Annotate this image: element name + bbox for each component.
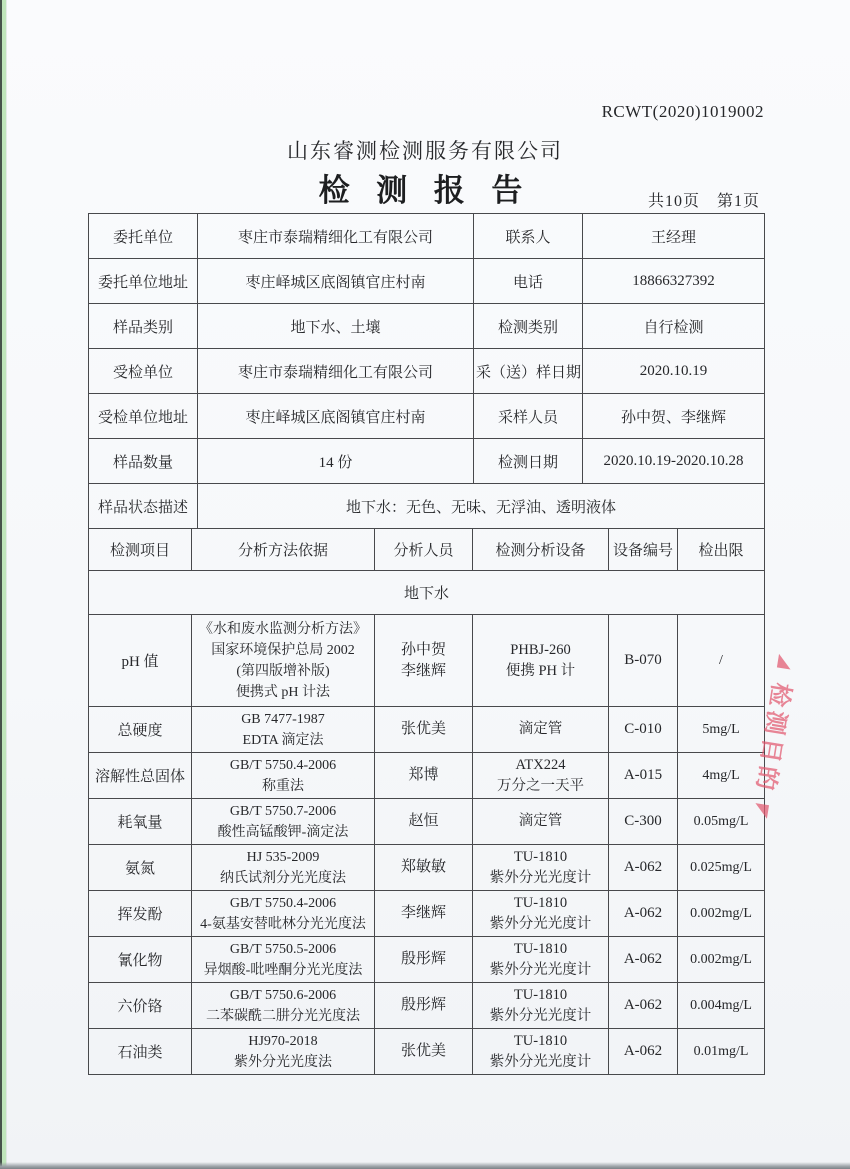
test-item: 六价铬 <box>89 983 192 1029</box>
analyst-name: 赵恒 <box>375 799 473 845</box>
field-value: 孙中贺、李继辉 <box>583 394 765 439</box>
info-row <box>89 349 765 394</box>
test-item: pH 值 <box>89 615 192 707</box>
info-row <box>89 439 765 484</box>
analysis-equipment: TU-1810 紫外分光光度计 <box>473 937 609 983</box>
equipment-number: A-062 <box>609 845 678 891</box>
field-label: 电话 <box>474 259 583 304</box>
info-row <box>89 394 765 439</box>
test-item: 石油类 <box>89 1029 192 1075</box>
analysis-method: GB/T 5750.5-2006 异烟酸-吡唑酮分光光度法 <box>192 937 375 983</box>
analysis-method: GB 7477-1987 EDTA 滴定法 <box>192 707 375 753</box>
field-label: 受检单位 <box>89 349 198 394</box>
stamp-corner-icon: ◤ <box>750 802 774 824</box>
method-row <box>89 891 765 937</box>
method-row <box>89 937 765 983</box>
column-header-analyst: 分析人员 <box>375 529 473 571</box>
column-header-equipment-no: 设备编号 <box>609 529 678 571</box>
test-item: 耗氧量 <box>89 799 192 845</box>
analyst-name: 李继辉 <box>375 891 473 937</box>
detection-limit: / <box>678 615 765 707</box>
equipment-number: B-070 <box>609 615 678 707</box>
stamp-corner-icon: ◢ <box>774 653 798 675</box>
sample-state-row <box>89 484 765 529</box>
section-title: 地下水 <box>89 571 765 615</box>
field-value: 枣庄峄城区底阁镇官庄村南 <box>198 394 474 439</box>
detection-limit: 0.002mg/L <box>678 891 765 937</box>
analysis-method: GB/T 5750.4-2006 称重法 <box>192 753 375 799</box>
analysis-method: GB/T 5750.4-2006 4-氨基安替吡林分光光度法 <box>192 891 375 937</box>
method-row <box>89 615 765 707</box>
sample-state-label: 样品状态描述 <box>89 484 198 529</box>
analyst-name: 殷彤辉 <box>375 937 473 983</box>
detection-limit: 4mg/L <box>678 753 765 799</box>
equipment-number: C-300 <box>609 799 678 845</box>
report-table <box>88 213 764 1075</box>
detection-limit: 0.002mg/L <box>678 937 765 983</box>
method-row <box>89 845 765 891</box>
field-value: 枣庄市泰瑞精细化工有限公司 <box>198 214 474 259</box>
analysis-equipment: ATX224 万分之一天平 <box>473 753 609 799</box>
equipment-number: A-015 <box>609 753 678 799</box>
field-label: 检测类别 <box>474 304 583 349</box>
field-label: 采样人员 <box>474 394 583 439</box>
field-value: 王经理 <box>583 214 765 259</box>
sample-state-value: 地下水：无色、无味、无浮油、透明液体 <box>198 484 765 529</box>
field-label: 联系人 <box>474 214 583 259</box>
method-row <box>89 983 765 1029</box>
equipment-number: A-062 <box>609 983 678 1029</box>
field-value: 18866327392 <box>583 259 765 304</box>
field-value: 自行检测 <box>583 304 765 349</box>
detection-limit: 5mg/L <box>678 707 765 753</box>
field-label: 样品类别 <box>89 304 198 349</box>
analysis-equipment: 滴定管 <box>473 707 609 753</box>
test-item: 氨氮 <box>89 845 192 891</box>
analyst-name: 张优美 <box>375 1029 473 1075</box>
column-header-method: 分析方法依据 <box>192 529 375 571</box>
equipment-number: A-062 <box>609 1029 678 1075</box>
analyst-name: 张优美 <box>375 707 473 753</box>
info-row <box>89 304 765 349</box>
analyst-name: 郑敏敏 <box>375 845 473 891</box>
analysis-method: HJ 535-2009 纳氏试剂分光光度法 <box>192 845 375 891</box>
method-row <box>89 799 765 845</box>
detection-limit: 0.01mg/L <box>678 1029 765 1075</box>
field-label: 检测日期 <box>474 439 583 484</box>
method-row <box>89 707 765 753</box>
field-label: 样品数量 <box>89 439 198 484</box>
method-row <box>89 1029 765 1075</box>
field-value: 枣庄市泰瑞精细化工有限公司 <box>198 349 474 394</box>
detection-limit: 0.05mg/L <box>678 799 765 845</box>
analysis-equipment: 滴定管 <box>473 799 609 845</box>
page-count: 共10页 第1页 <box>647 193 760 210</box>
method-row <box>89 753 765 799</box>
equipment-number: A-062 <box>609 937 678 983</box>
analysis-equipment: TU-1810 紫外分光光度计 <box>473 845 609 891</box>
info-table <box>88 213 765 529</box>
field-label: 采（送）样日期 <box>474 349 583 394</box>
field-value: 2020.10.19 <box>583 349 765 394</box>
column-header-limit: 检出限 <box>678 529 765 571</box>
column-header-equipment: 检测分析设备 <box>473 529 609 571</box>
analysis-equipment: TU-1810 紫外分光光度计 <box>473 891 609 937</box>
info-row <box>89 214 765 259</box>
test-item: 溶解性总固体 <box>89 753 192 799</box>
company-name: 山东睿测检测服务有限公司 <box>287 139 563 163</box>
field-label: 委托单位 <box>89 214 198 259</box>
field-value: 14 份 <box>198 439 474 484</box>
report-title: 检 测 报 告 <box>318 173 532 208</box>
analysis-equipment: TU-1810 紫外分光光度计 <box>473 1029 609 1075</box>
method-header-row <box>89 529 765 571</box>
analysis-method: GB/T 5750.7-2006 酸性高锰酸钾-滴定法 <box>192 799 375 845</box>
field-value: 地下水、土壤 <box>198 304 474 349</box>
section-row <box>89 571 765 615</box>
field-label: 受检单位地址 <box>89 394 198 439</box>
field-label: 委托单位地址 <box>89 259 198 304</box>
field-value: 枣庄峄城区底阁镇官庄村南 <box>198 259 474 304</box>
analysis-equipment: PHBJ-260 便携 PH 计 <box>473 615 609 707</box>
analyst-name: 孙中贺 李继辉 <box>375 615 473 707</box>
column-header-item: 检测项目 <box>89 529 192 571</box>
analysis-method: 《水和废水监测分析方法》 国家环境保护总局 2002 (第四版增补版) 便携式 pH 计法 <box>192 615 375 707</box>
report-number: RCWT(2020)1019002 <box>601 102 764 121</box>
field-value: 2020.10.19-2020.10.28 <box>583 439 765 484</box>
analyst-name: 郑博 <box>375 753 473 799</box>
test-item: 氰化物 <box>89 937 192 983</box>
detection-limit: 0.004mg/L <box>678 983 765 1029</box>
info-row <box>89 259 765 304</box>
stamp-text: 检测目的 <box>750 680 795 796</box>
scanner-edge-bottom-artifact <box>0 1162 850 1169</box>
equipment-number: A-062 <box>609 891 678 937</box>
detection-limit: 0.025mg/L <box>678 845 765 891</box>
analysis-method: HJ970-2018 紫外分光光度法 <box>192 1029 375 1075</box>
equipment-number: C-010 <box>609 707 678 753</box>
method-table <box>88 528 765 1075</box>
test-item: 挥发酚 <box>89 891 192 937</box>
analysis-method: GB/T 5750.6-2006 二苯碳酰二肼分光光度法 <box>192 983 375 1029</box>
analysis-equipment: TU-1810 紫外分光光度计 <box>473 983 609 1029</box>
analyst-name: 殷彤辉 <box>375 983 473 1029</box>
test-item: 总硬度 <box>89 707 192 753</box>
